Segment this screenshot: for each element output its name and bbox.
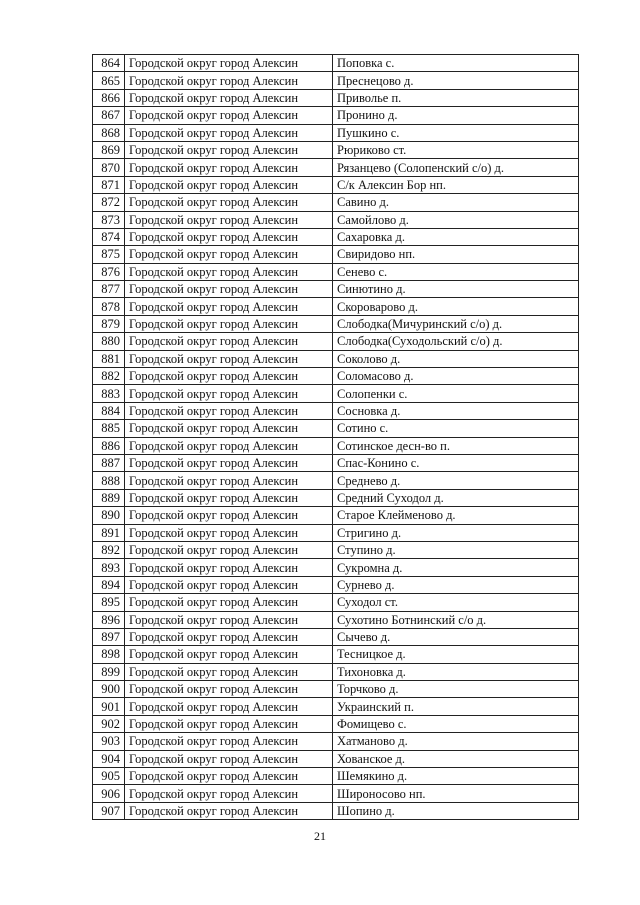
table-row (93, 72, 579, 89)
district-cell: Городской округ город Алексин (125, 176, 333, 193)
settlement-cell: Хованское д. (333, 750, 579, 767)
district-cell: Городской округ город Алексин (125, 107, 333, 124)
settlement-cell: Савино д. (333, 194, 579, 211)
settlement-cell: Сенево с. (333, 263, 579, 280)
district-cell: Городской округ город Алексин (125, 385, 333, 402)
row-number-cell: 869 (93, 141, 125, 158)
district-cell: Городской округ город Алексин (125, 141, 333, 158)
settlement-cell: Преснецово д. (333, 72, 579, 89)
settlement-cell: Тихоновка д. (333, 663, 579, 680)
table-body (93, 55, 579, 820)
row-number-cell: 893 (93, 559, 125, 576)
district-cell: Городской округ город Алексин (125, 768, 333, 785)
row-number-cell: 864 (93, 55, 125, 72)
row-number-cell: 868 (93, 124, 125, 141)
settlement-cell: Хатманово д. (333, 733, 579, 750)
table-row (93, 176, 579, 193)
district-cell: Городской округ город Алексин (125, 420, 333, 437)
row-number-cell: 894 (93, 576, 125, 593)
district-cell: Городской округ город Алексин (125, 454, 333, 471)
row-number-cell: 880 (93, 333, 125, 350)
table-row (93, 55, 579, 72)
district-cell: Городской округ город Алексин (125, 437, 333, 454)
settlement-cell: Сурнево д. (333, 576, 579, 593)
district-cell: Городской округ город Алексин (125, 628, 333, 645)
row-number-cell: 878 (93, 298, 125, 315)
settlement-cell: Соломасово д. (333, 368, 579, 385)
row-number-cell: 902 (93, 715, 125, 732)
district-cell: Городской округ город Алексин (125, 55, 333, 72)
table-row (93, 507, 579, 524)
settlement-cell: Сычево д. (333, 628, 579, 645)
row-number-cell: 906 (93, 785, 125, 802)
settlement-cell: Суходол ст. (333, 594, 579, 611)
table-row (93, 646, 579, 663)
table-row (93, 594, 579, 611)
table-row (93, 211, 579, 228)
district-cell: Городской округ город Алексин (125, 559, 333, 576)
district-cell: Городской округ город Алексин (125, 489, 333, 506)
table-row (93, 141, 579, 158)
settlement-cell: Солопенки с. (333, 385, 579, 402)
row-number-cell: 877 (93, 281, 125, 298)
table-row (93, 89, 579, 106)
table-row (93, 715, 579, 732)
settlement-cell: Пронино д. (333, 107, 579, 124)
settlement-cell: Синютино д. (333, 281, 579, 298)
settlement-cell: Торчково д. (333, 681, 579, 698)
district-cell: Городской округ город Алексин (125, 315, 333, 332)
settlement-cell: Старое Клейменово д. (333, 507, 579, 524)
table-row (93, 541, 579, 558)
table-row (93, 768, 579, 785)
row-number-cell: 867 (93, 107, 125, 124)
district-cell: Городской округ город Алексин (125, 194, 333, 211)
row-number-cell: 899 (93, 663, 125, 680)
table-row (93, 576, 579, 593)
district-cell: Городской округ город Алексин (125, 594, 333, 611)
district-cell: Городской округ город Алексин (125, 402, 333, 419)
table-row (93, 733, 579, 750)
settlement-cell: Самойлово д. (333, 211, 579, 228)
row-number-cell: 866 (93, 89, 125, 106)
settlement-cell: Шемякино д. (333, 768, 579, 785)
district-cell: Городской округ город Алексин (125, 507, 333, 524)
district-cell: Городской округ город Алексин (125, 298, 333, 315)
row-number-cell: 870 (93, 159, 125, 176)
table-row (93, 368, 579, 385)
table-row (93, 437, 579, 454)
settlement-cell: Сахаровка д. (333, 228, 579, 245)
settlement-cell: Стригино д. (333, 524, 579, 541)
district-cell: Городской округ город Алексин (125, 802, 333, 819)
table-row (93, 681, 579, 698)
table-row (93, 159, 579, 176)
settlement-cell: Сотинское десн-во п. (333, 437, 579, 454)
row-number-cell: 903 (93, 733, 125, 750)
table-row (93, 228, 579, 245)
district-cell: Городской округ город Алексин (125, 681, 333, 698)
row-number-cell: 872 (93, 194, 125, 211)
settlement-cell: Приволье п. (333, 89, 579, 106)
settlement-cell: Сухотино Ботнинский с/о д. (333, 611, 579, 628)
row-number-cell: 904 (93, 750, 125, 767)
row-number-cell: 883 (93, 385, 125, 402)
district-cell: Городской округ город Алексин (125, 72, 333, 89)
row-number-cell: 871 (93, 176, 125, 193)
district-cell: Городской округ город Алексин (125, 124, 333, 141)
district-cell: Городской округ город Алексин (125, 263, 333, 280)
row-number-cell: 900 (93, 681, 125, 698)
settlement-cell: Пушкино с. (333, 124, 579, 141)
district-cell: Городской округ город Алексин (125, 733, 333, 750)
district-cell: Городской округ город Алексин (125, 333, 333, 350)
settlement-cell: Среднево д. (333, 472, 579, 489)
table-row (93, 489, 579, 506)
settlement-cell: Шопино д. (333, 802, 579, 819)
district-cell: Городской округ город Алексин (125, 472, 333, 489)
table-row (93, 698, 579, 715)
row-number-cell: 898 (93, 646, 125, 663)
settlement-cell: Скороварово д. (333, 298, 579, 315)
settlement-cell: Спас-Конино с. (333, 454, 579, 471)
row-number-cell: 896 (93, 611, 125, 628)
table-row (93, 628, 579, 645)
row-number-cell: 881 (93, 350, 125, 367)
table-row (93, 420, 579, 437)
table-row (93, 333, 579, 350)
row-number-cell: 879 (93, 315, 125, 332)
district-cell: Городской округ город Алексин (125, 715, 333, 732)
settlement-cell: Свиридово нп. (333, 246, 579, 263)
settlements-table (92, 54, 579, 820)
table-row (93, 107, 579, 124)
district-cell: Городской округ город Алексин (125, 785, 333, 802)
row-number-cell: 895 (93, 594, 125, 611)
table-row (93, 263, 579, 280)
district-cell: Городской округ город Алексин (125, 211, 333, 228)
table-row (93, 802, 579, 819)
row-number-cell: 885 (93, 420, 125, 437)
settlement-cell: Сотино с. (333, 420, 579, 437)
settlement-cell: Средний Суходол д. (333, 489, 579, 506)
district-cell: Городской округ город Алексин (125, 698, 333, 715)
settlement-cell: Фомищево с. (333, 715, 579, 732)
district-cell: Городской округ город Алексин (125, 750, 333, 767)
row-number-cell: 882 (93, 368, 125, 385)
table-row (93, 298, 579, 315)
settlement-cell: Сукромна д. (333, 559, 579, 576)
district-cell: Городской округ город Алексин (125, 576, 333, 593)
settlement-cell: С/к Алексин Бор нп. (333, 176, 579, 193)
table-row (93, 472, 579, 489)
settlement-cell: Сосновка д. (333, 402, 579, 419)
settlement-cell: Соколово д. (333, 350, 579, 367)
district-cell: Городской округ город Алексин (125, 159, 333, 176)
settlement-cell: Слободка(Суходольский с/о) д. (333, 333, 579, 350)
settlement-cell: Рюриково ст. (333, 141, 579, 158)
district-cell: Городской округ город Алексин (125, 228, 333, 245)
row-number-cell: 891 (93, 524, 125, 541)
settlement-cell: Широносово нп. (333, 785, 579, 802)
page-number: 21 (314, 829, 326, 843)
district-cell: Городской округ город Алексин (125, 663, 333, 680)
district-cell: Городской округ город Алексин (125, 350, 333, 367)
row-number-cell: 873 (93, 211, 125, 228)
row-number-cell: 875 (93, 246, 125, 263)
settlement-cell: Рязанцево (Солопенский с/о) д. (333, 159, 579, 176)
table-row (93, 194, 579, 211)
row-number-cell: 897 (93, 628, 125, 645)
settlement-cell: Слободка(Мичуринский с/о) д. (333, 315, 579, 332)
table-row (93, 524, 579, 541)
settlement-cell: Ступино д. (333, 541, 579, 558)
row-number-cell: 892 (93, 541, 125, 558)
table-row (93, 350, 579, 367)
row-number-cell: 890 (93, 507, 125, 524)
row-number-cell: 874 (93, 228, 125, 245)
table-row (93, 246, 579, 263)
table-row (93, 385, 579, 402)
district-cell: Городской округ город Алексин (125, 368, 333, 385)
row-number-cell: 876 (93, 263, 125, 280)
table-row (93, 663, 579, 680)
settlement-cell: Поповка с. (333, 55, 579, 72)
district-cell: Городской округ город Алексин (125, 281, 333, 298)
row-number-cell: 887 (93, 454, 125, 471)
table-row (93, 559, 579, 576)
row-number-cell: 907 (93, 802, 125, 819)
row-number-cell: 888 (93, 472, 125, 489)
district-cell: Городской округ город Алексин (125, 524, 333, 541)
table-row (93, 281, 579, 298)
table-row (93, 611, 579, 628)
district-cell: Городской округ город Алексин (125, 646, 333, 663)
table-row (93, 750, 579, 767)
district-cell: Городской округ город Алексин (125, 246, 333, 263)
row-number-cell: 905 (93, 768, 125, 785)
table-row (93, 124, 579, 141)
district-cell: Городской округ город Алексин (125, 89, 333, 106)
row-number-cell: 865 (93, 72, 125, 89)
row-number-cell: 886 (93, 437, 125, 454)
row-number-cell: 889 (93, 489, 125, 506)
district-cell: Городской округ город Алексин (125, 541, 333, 558)
row-number-cell: 901 (93, 698, 125, 715)
settlement-cell: Тесницкое д. (333, 646, 579, 663)
table-row (93, 315, 579, 332)
table-row (93, 454, 579, 471)
district-cell: Городской округ город Алексин (125, 611, 333, 628)
table-row (93, 785, 579, 802)
row-number-cell: 884 (93, 402, 125, 419)
settlement-cell: Украинский п. (333, 698, 579, 715)
table-row (93, 402, 579, 419)
